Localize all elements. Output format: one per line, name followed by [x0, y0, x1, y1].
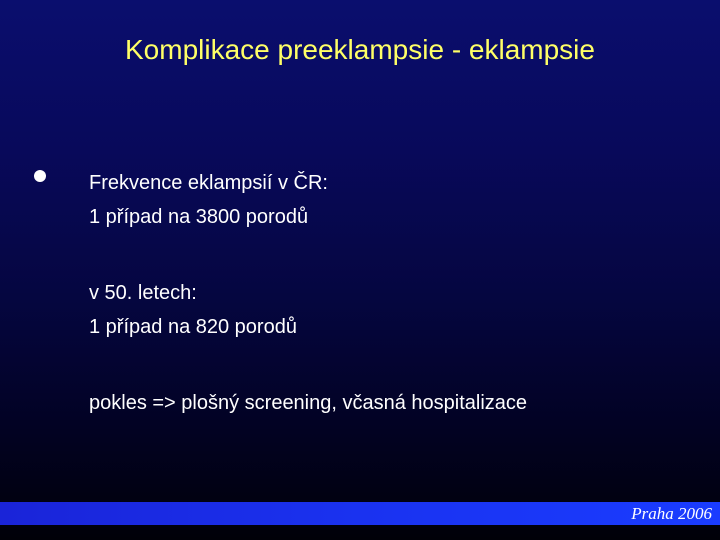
slide-title: Komplikace preeklampsie - eklampsie: [125, 34, 595, 65]
bullet-line-frequency: Frekvence eklampsií v ČR:: [89, 172, 328, 194]
bullet-content: [89, 166, 699, 420]
bullet-line-fifties-rate: 1 případ na 820 porodů: [89, 316, 297, 338]
bullet-dot-icon: [34, 170, 46, 182]
footer-bar: [0, 502, 720, 525]
bullet-line-decline: pokles => plošný screening, včasná hospitalizace: [89, 392, 528, 414]
bullet-line-fifties: v 50. letech:: [89, 282, 197, 304]
footer-label: Praha 2006: [631, 504, 712, 523]
bullet-line-current-rate: 1 případ na 3800 porodů: [89, 206, 309, 228]
